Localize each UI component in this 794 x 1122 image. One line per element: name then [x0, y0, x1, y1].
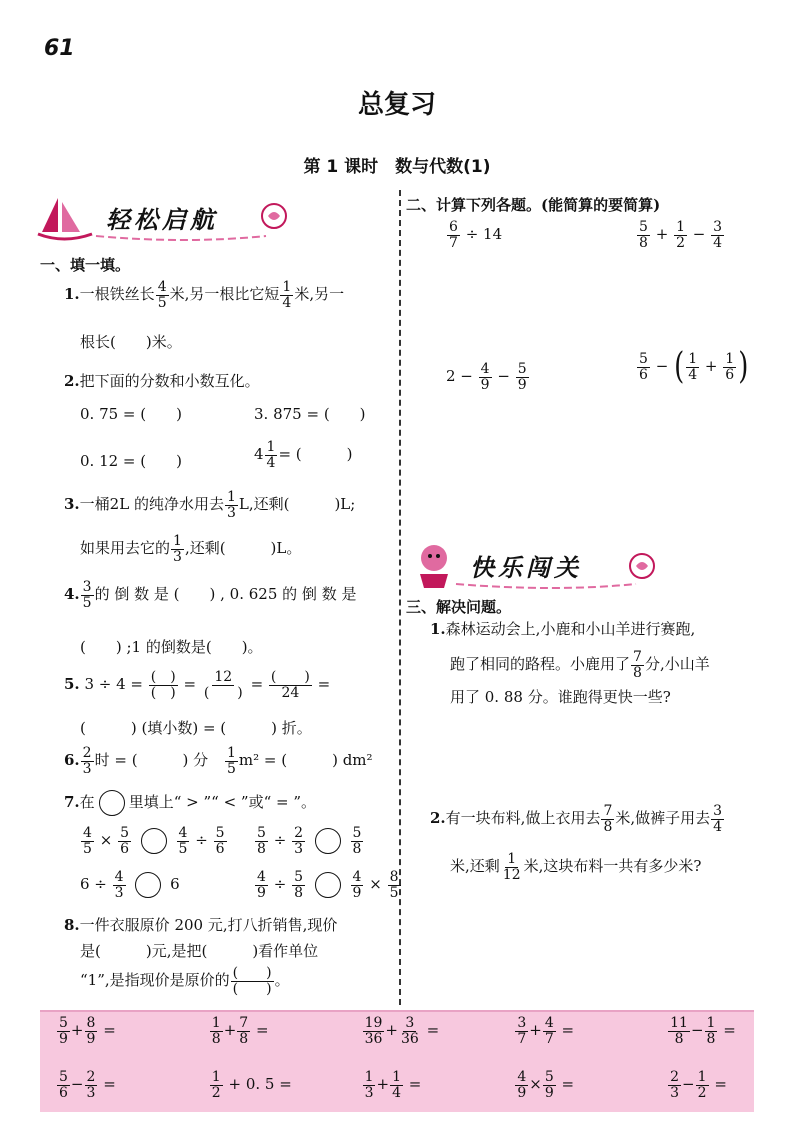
oral-item: $\frac{5}{9}$ + $\frac{8}{9}$ =	[59, 1015, 116, 1047]
oral-item: $\frac{1}{2}$ + 0. 5 =	[211, 1069, 292, 1101]
question-1-cont: 根长( )米。	[80, 333, 182, 351]
question-6: 6. $\frac{2}{3}$ 时 = ( ) 分 $\frac{1}{5}$ m² = ( ) dm²	[64, 745, 373, 777]
oral-item: $\frac{3}{7}$ + $\frac{4}{7}$ =	[517, 1015, 575, 1047]
q2-a: 0. 75 = ( )	[80, 405, 182, 423]
section2-heading: 二、计算下列各题。(能简算的要简算)	[406, 196, 661, 214]
question-4-cont: ( ) ;1 的倒数是( )。	[80, 638, 263, 656]
question-7: 7.在 里填上“ > ”“ < ”或“ = ”。	[64, 790, 316, 816]
question-4: 4. $\frac{3}{5}$ 的 倒 数 是 ( ) , 0. 625 的 倒 数 是	[64, 579, 357, 611]
oral-item: $\frac{1}{8}$ + $\frac{7}{8}$ =	[211, 1015, 269, 1047]
question-2: 2.把下面的分数和小数互化。	[64, 372, 260, 390]
oral-item: $\frac{2}{3}$ − $\frac{1}{2}$ =	[670, 1069, 727, 1101]
oral-item: $\frac{1}{3}$ + $\frac{1}{4}$ =	[364, 1069, 422, 1101]
calc-4: $\frac{5}{6}$ − ( $\frac{1}{4}$ + $\frac{1}{6}$ )	[639, 346, 749, 389]
problem-2: 2.有一块布料,做上衣用去 $\frac{7}{8}$ 米,做裤子用去 $\frac{3}{4}$	[430, 803, 723, 835]
question-8: 8.一件衣服原价 200 元,打八折销售,现价	[64, 916, 338, 934]
oral-row-2	[56, 1070, 767, 1100]
oral-row-1	[56, 1016, 767, 1046]
problem-1-l3: 用了 0. 88 分。谁跑得更快一些?	[450, 688, 671, 706]
banner-left-text: 轻松启航	[106, 206, 218, 234]
problem-1-l2: 跑了相同的路程。小鹿用了 $\frac{7}{8}$ 分,小山羊	[450, 649, 710, 681]
answer-circle[interactable]	[141, 828, 167, 854]
oral-item: $\frac{4}{9}$ × $\frac{5}{9}$ =	[517, 1069, 575, 1101]
banner-start-voyage	[36, 192, 296, 248]
oral-item: $\frac{5}{6}$ − $\frac{2}{3}$ =	[59, 1069, 116, 1101]
section3-heading: 三、解决问题。	[406, 598, 512, 616]
calc-3: 2 − $\frac{4}{9}$ − $\frac{5}{9}$	[446, 361, 527, 393]
answer-circle[interactable]	[135, 872, 161, 898]
question-3: 3.一桶2L 的纯净水用去 $\frac{1}{3}$ L,还剩( )L;	[64, 489, 356, 521]
page-number: 61	[44, 36, 75, 61]
question-5: 5. 3 ÷ 4 = $\frac{( )}{( )}$ = $\frac{12}{( )}$ = $\frac{( )}{24}$ =	[64, 669, 331, 701]
q2-b: 3. 875 = ( )	[254, 405, 366, 423]
q7-row2-right: $\frac{4}{9}$ ÷ $\frac{5}{8}$ $\frac{4}{9}$ × $\frac{8}{5}$	[257, 869, 399, 901]
oral-item: $\frac{11}{8}$ − $\frac{1}{8}$ =	[670, 1015, 736, 1047]
oral-item: $\frac{19}{36}$ + $\frac{3}{36}$ =	[364, 1015, 440, 1047]
problem-1: 1.森林运动会上,小鹿和小山羊进行赛跑,	[430, 620, 696, 638]
q7-row1-left: $\frac{4}{5}$ × $\frac{5}{6}$ $\frac{4}{5}$ ÷ $\frac{5}{6}$	[83, 825, 225, 857]
problem-2-l2: 米,还剩 $\frac{1}{12}$ 米,这块布料一共有多少米?	[450, 851, 702, 883]
compare-circle-icon	[99, 790, 125, 816]
q7-row2-left: 6 ÷ $\frac{4}{3}$ 6	[80, 869, 180, 901]
answer-circle[interactable]	[315, 828, 341, 854]
answer-circle[interactable]	[315, 872, 341, 898]
banner-right-text: 快乐闯关	[470, 554, 582, 582]
question-5-cont: ( ) (填小数) = ( ) 折。	[80, 719, 312, 737]
banner-happy-challenge	[406, 538, 666, 594]
section1-heading: 一、填一填。	[40, 256, 131, 274]
q2-d: 4 $\frac{1}{4}$ = ( )	[254, 439, 353, 471]
question-1: 1.一根铁丝长 $\frac{4}{5}$ 米,另一根比它短 $\frac{1}{4}$ 米,另一	[64, 279, 345, 311]
question-8-l2: 是( )元,是把( )看作单位	[80, 942, 319, 960]
question-3-cont: 如果用去它的 $\frac{1}{3}$ ,还剩( )L。	[80, 533, 302, 565]
lesson-subtitle: 第 1 课时 数与代数(1)	[303, 157, 491, 177]
calc-2: $\frac{5}{8}$ + $\frac{1}{2}$ − $\frac{3}{4}$	[639, 219, 723, 251]
q7-row1-right: $\frac{5}{8}$ ÷ $\frac{2}{3}$ $\frac{5}{8}$	[257, 825, 362, 857]
q2-c: 0. 12 = ( )	[80, 452, 182, 470]
calc-1: $\frac{6}{7}$ ÷ 14	[449, 219, 503, 251]
page-title: 总复习	[357, 90, 436, 120]
question-8-l3: “1”,是指现价是原价的 $\frac{( )}{( )}$ 。	[80, 965, 290, 997]
